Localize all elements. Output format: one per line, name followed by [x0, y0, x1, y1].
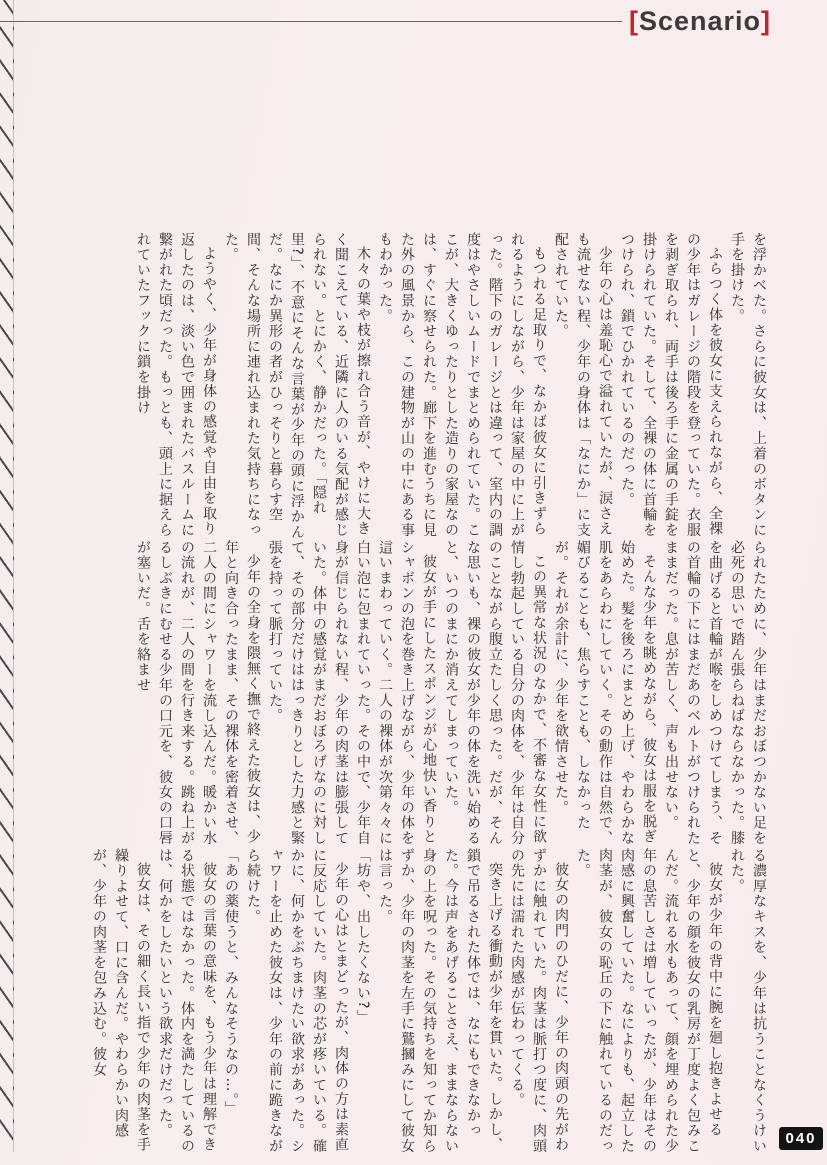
- paragraph: 木々の葉や枝が擦れ合う音が、やけに大きく聞こえている、近隣に人のいる気配が感じられない。とにかく、静かだった。「隠れ里?」、不意にそんな言葉が少年の頭に浮かんだ。なにか異形の者がひっそりと暮らす空間、そんな場所に連れ込まれた気持ちになった。: [223, 232, 371, 540]
- paragraph: そんな少年を眺めながら、彼女は服を脱ぎ始めた。髪を後ろにまとめ上げ、やわらかな肌をあらわにしていく。その動作は自然で、媚びることも、焦らすことも、しなかったが。それが余計に、少年を欲情させた。: [553, 540, 657, 846]
- paragraph: 彼女の肉門のひだに、少年の肉頭の先がわずかに触れていた。肉茎は脈打つ度に、肉頭の先には濡れた肉感が伝わってくる。: [509, 848, 569, 1154]
- paragraph: られたために、少年はまだおぼつかない足を必死の思いで踏ん張らねばならなかった。膝を曲げると首輪が喉をしめつけてしまう、その首輪の下にはまだあのベルトがつけられたままだった。息が苦しく、声も出せない。: [663, 540, 767, 846]
- paragraph: もつれる足取りで、なかば彼女に引きずられるようにしながら、少年は家屋の中に上がった。階下のガレージとは違って、室内の調度はやさしいムードでまとめられていた。ここが、大きくゆったりとした造りの家屋なのは、すぐに察せられた。廊下を進むうちに見た外の風景から、この建物が山の中にある事もわかった。: [377, 232, 547, 538]
- paragraph: ふらつく体を彼女に支えられながら、全裸の少年はガレージの階段を登っていた。衣服を剥ぎ取られ、両手は後ろ手に金属の手錠を掛けられていた。そして、全裸の体に首輪をつけられ、鎖でひかれているのだった。: [619, 232, 723, 538]
- text-band-middle: [58, 540, 770, 848]
- header-word: Scenario: [638, 6, 761, 36]
- paragraph: 彼女が少年の背中に腕を廻し抱きよせると、少年の顔を彼女の乳房が丁度よく包みこんだ。流れる水もあって、顔を埋められた少年の息苦しさは増していったが、少年はその肉感に興奮していた。なによりも、起立した肉茎が、彼女の恥丘の下に触れているのだった。: [575, 848, 723, 1154]
- paragraph: この異常な状況のなかで、不審な女性に欲情し勃起している自分の肉体を、少年は自分のことながら腹立たしく思った。だが、そんな思いも、裸の彼女が少年の体を洗い始めると、いつのまにか消えてしまっていた。: [443, 540, 547, 846]
- header-close-bracket: ]: [761, 6, 771, 36]
- page-number-badge: 040: [779, 1127, 823, 1150]
- paragraph: ようやく、少年が身体の感覚や自由を取り返したのは、淡い色で囲まれたバスルームに繋がれた頃だった。もっとも、頭上に据えられていたフックに鎖を掛け: [135, 232, 217, 538]
- paragraph: 彼女は、その細く長い指で少年の肉茎を手繰りよせて、口に含んだ。やわらかい肉感が、少年の肉茎を包み込む。彼女: [91, 848, 151, 1153]
- scenario-header: [629, 6, 771, 37]
- paragraph: 突き上げる衝動が少年を貫いた。しかし、鎖で吊るされた体では、なにもできなかった。今は声をあげることさえ、ままならない身の上を呪った。その気持ちを知ってか知らずか、少年の肉茎を左手に鷲摑みにして彼女は言った。: [377, 848, 503, 1154]
- paragraph: 少年の全身を隈無く撫で終えた彼女は、少年と向き合ったまま、その裸体を密着させ、二人の間にシャワーを流し込んだ。暖かい水の流れが、二人の間を行き来する。跳ね上がるしぶきにむせる少年の口元を、彼女の口唇が塞いだ。舌を絡ませ: [135, 540, 261, 846]
- paragraph: 彼女が手にしたスポンジが心地快い香りとシャボンの泡を巻き上げながら、少年の体を這いまわっていく。二人の裸体が次第々々に白い泡に包まれていった。その中で、少年自身が信じられない程、少年の肉茎は膨張していた。体中の感覚がまだおぼろげなのに対して、その部分だけははっきりとした力感と緊張を持って脈打っていた。: [267, 540, 437, 846]
- header-rule-line: [0, 21, 622, 22]
- dialogue-line: 「あの薬使うと、みんなそうなの…。」: [223, 848, 239, 1117]
- paragraph: る濃厚なキスを、少年は抗うことなくうけいれた。: [729, 848, 767, 1154]
- paragraph: 彼女の言葉の意味を、もう少年は理解できる状態ではなかった。体内を満たしているのは、何かをしたいという欲求だけだった。: [157, 848, 217, 1154]
- binding-hatch-edge: [0, 0, 14, 1152]
- text-band-top: [58, 232, 770, 540]
- paragraph: 少年の心は羞恥心で溢れていたが、涙さえも流せない程、少年の身体は「なにか」に支配されていた。: [553, 232, 613, 538]
- paragraph: を浮かべた。さらに彼女は、上着のボタンに手を掛けた。: [729, 232, 767, 538]
- paragraph: 少年の心はとまどったが、肉体の方は素直に反応していた。肉茎の芯が疼いている。確かに、何かをぶちまけたい欲求があった。シャワーを止めた彼女は、少年の前に跪きながら続けた。: [245, 848, 349, 1154]
- text-band-bottom: [58, 848, 770, 1156]
- header-open-bracket: [: [628, 6, 639, 36]
- dialogue-line: 「坊や、出したくない?」: [355, 848, 371, 1026]
